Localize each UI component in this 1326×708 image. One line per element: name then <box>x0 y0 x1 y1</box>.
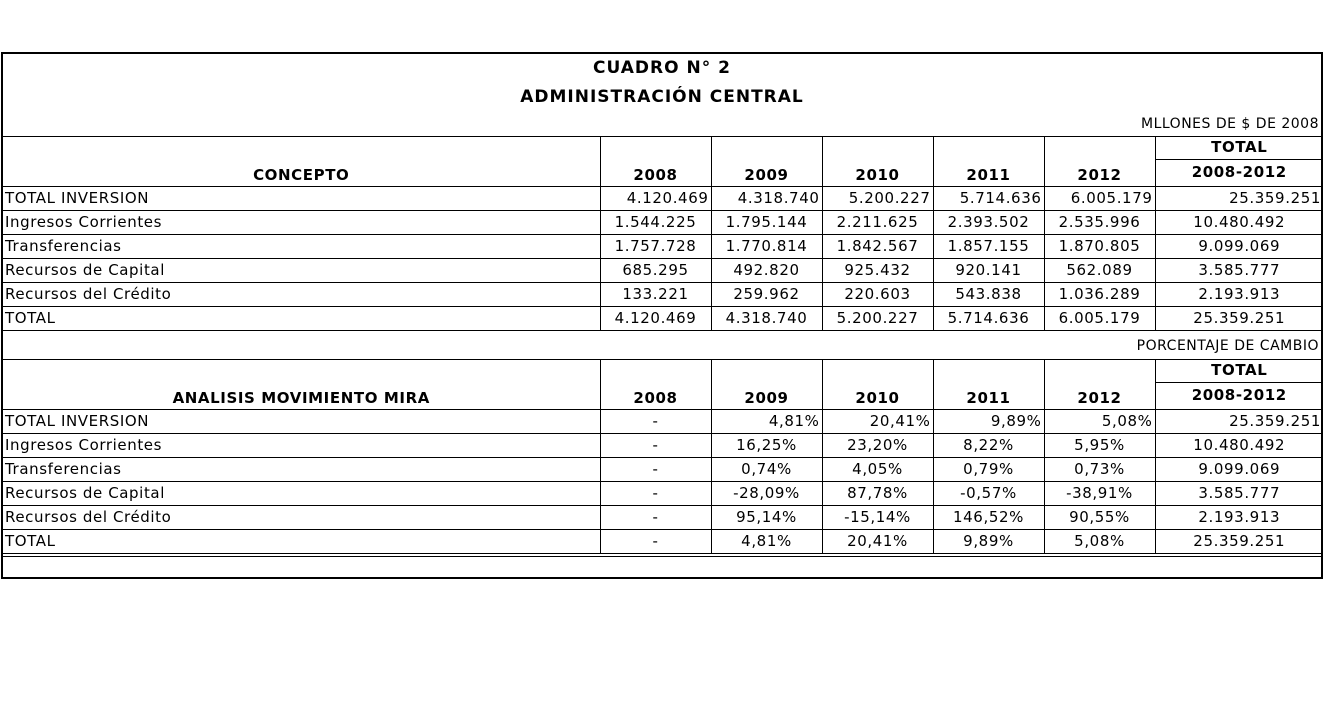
column-header-year: 2010 <box>822 137 933 187</box>
value-cell: 5.200.227 <box>822 307 933 331</box>
value-cell: 562.089 <box>1044 259 1155 283</box>
total-cell: 3.585.777 <box>1155 482 1323 506</box>
value-cell: 2.211.625 <box>822 211 933 235</box>
table-row <box>3 506 1323 530</box>
change-table <box>3 359 1323 554</box>
row-label: TOTAL <box>3 530 600 554</box>
value-cell: - <box>600 458 711 482</box>
value-cell: 920.141 <box>933 259 1044 283</box>
total-header-label: TOTAL <box>1156 137 1324 160</box>
total-cell: 25.359.251 <box>1155 410 1323 434</box>
table-row <box>3 410 1323 434</box>
table-row <box>3 235 1323 259</box>
total-header-label: TOTAL <box>1156 360 1324 383</box>
value-cell: 2.393.502 <box>933 211 1044 235</box>
value-cell: 1.757.728 <box>600 235 711 259</box>
value-cell: 685.295 <box>600 259 711 283</box>
header-row <box>3 360 1323 410</box>
column-header-year: 2012 <box>1044 360 1155 410</box>
value-cell: 9,89% <box>933 410 1044 434</box>
value-cell: 492.820 <box>711 259 822 283</box>
value-cell: - <box>600 434 711 458</box>
value-cell: 1.036.289 <box>1044 283 1155 307</box>
values-table <box>3 136 1323 331</box>
value-cell: 4.120.469 <box>600 307 711 331</box>
value-cell: -38,91% <box>1044 482 1155 506</box>
total-cell: 25.359.251 <box>1155 530 1323 554</box>
value-cell: - <box>600 506 711 530</box>
column-header-year: 2008 <box>600 360 711 410</box>
row-label: TOTAL INVERSION <box>3 187 600 211</box>
row-label: Recursos de Capital <box>3 259 600 283</box>
value-cell: 16,25% <box>711 434 822 458</box>
value-cell: 5,95% <box>1044 434 1155 458</box>
value-cell: 6.005.179 <box>1044 307 1155 331</box>
value-cell: 23,20% <box>822 434 933 458</box>
value-cell: 1.842.567 <box>822 235 933 259</box>
total-cell: 2.193.913 <box>1155 283 1323 307</box>
column-header-total <box>1155 360 1323 410</box>
column-header-year: 2009 <box>711 360 822 410</box>
value-cell: 2.535.996 <box>1044 211 1155 235</box>
table-row <box>3 458 1323 482</box>
table-row <box>3 187 1323 211</box>
column-header-year: 2009 <box>711 137 822 187</box>
total-header-range: 2008-2012 <box>1191 163 1287 181</box>
value-cell: 543.838 <box>933 283 1044 307</box>
value-cell: 4.318.740 <box>711 187 822 211</box>
row-label: TOTAL INVERSION <box>3 410 600 434</box>
value-cell: 4,81% <box>711 410 822 434</box>
value-cell: -15,14% <box>822 506 933 530</box>
total-cell: 9.099.069 <box>1155 235 1323 259</box>
value-cell: 5,08% <box>1044 410 1155 434</box>
value-cell: 20,41% <box>822 530 933 554</box>
column-header-year: 2011 <box>933 360 1044 410</box>
table-row <box>3 211 1323 235</box>
column-header-year: 2012 <box>1044 137 1155 187</box>
table-title: CUADRO N° 2 <box>593 58 731 78</box>
value-cell: 4,81% <box>711 530 822 554</box>
row-label: TOTAL <box>3 307 600 331</box>
value-cell: 5.714.636 <box>933 187 1044 211</box>
value-cell: 4.318.740 <box>711 307 822 331</box>
column-header-year: 2010 <box>822 360 933 410</box>
value-cell: 8,22% <box>933 434 1044 458</box>
value-cell: 0,74% <box>711 458 822 482</box>
value-cell: 0,79% <box>933 458 1044 482</box>
value-cell: - <box>600 530 711 554</box>
value-cell: 20,41% <box>822 410 933 434</box>
bottom-divider <box>3 556 1323 557</box>
document-frame <box>1 52 1323 579</box>
table-row <box>3 259 1323 283</box>
value-cell: 6.005.179 <box>1044 187 1155 211</box>
table-subtitle: ADMINISTRACIÓN CENTRAL <box>520 87 804 107</box>
value-cell: 925.432 <box>822 259 933 283</box>
row-label: Ingresos Corrientes <box>3 434 600 458</box>
value-cell: - <box>600 482 711 506</box>
column-header-year: 2008 <box>600 137 711 187</box>
table-row <box>3 283 1323 307</box>
total-header-range: 2008-2012 <box>1191 386 1287 404</box>
header-row <box>3 137 1323 187</box>
value-cell: 1.544.225 <box>600 211 711 235</box>
total-cell: 10.480.492 <box>1155 434 1323 458</box>
unit-note: MLLONES DE $ DE 2008 <box>1141 116 1319 132</box>
value-cell: 9,89% <box>933 530 1044 554</box>
total-cell: 10.480.492 <box>1155 211 1323 235</box>
value-cell: 95,14% <box>711 506 822 530</box>
value-cell: 90,55% <box>1044 506 1155 530</box>
table-row <box>3 482 1323 506</box>
section-note: PORCENTAJE DE CAMBIO <box>1136 338 1319 354</box>
total-cell: 9.099.069 <box>1155 458 1323 482</box>
total-cell: 3.585.777 <box>1155 259 1323 283</box>
value-cell: 133.221 <box>600 283 711 307</box>
value-cell: 0,73% <box>1044 458 1155 482</box>
value-cell: 1.795.144 <box>711 211 822 235</box>
row-label: Ingresos Corrientes <box>3 211 600 235</box>
row-label: Recursos de Capital <box>3 482 600 506</box>
table-row <box>3 530 1323 554</box>
value-cell: 1.857.155 <box>933 235 1044 259</box>
row-label: Recursos del Crédito <box>3 506 600 530</box>
value-cell: -0,57% <box>933 482 1044 506</box>
row-label: Recursos del Crédito <box>3 283 600 307</box>
total-cell: 25.359.251 <box>1155 187 1323 211</box>
column-header-year: 2011 <box>933 137 1044 187</box>
total-cell: 2.193.913 <box>1155 506 1323 530</box>
table-row <box>3 307 1323 331</box>
value-cell: 1.770.814 <box>711 235 822 259</box>
value-cell: 1.870.805 <box>1044 235 1155 259</box>
value-cell: 259.962 <box>711 283 822 307</box>
table-row <box>3 434 1323 458</box>
value-cell: 5.714.636 <box>933 307 1044 331</box>
value-cell: 5.200.227 <box>822 187 933 211</box>
value-cell: - <box>600 410 711 434</box>
row-label: Transferencias <box>3 235 600 259</box>
row-label: Transferencias <box>3 458 600 482</box>
value-cell: 4,05% <box>822 458 933 482</box>
column-header-total <box>1155 137 1323 187</box>
column-header-concept: ANALISIS MOVIMIENTO MIRA <box>3 360 600 410</box>
value-cell: 5,08% <box>1044 530 1155 554</box>
value-cell: 4.120.469 <box>600 187 711 211</box>
column-header-concept: CONCEPTO <box>3 137 600 187</box>
total-cell: 25.359.251 <box>1155 307 1323 331</box>
value-cell: 146,52% <box>933 506 1044 530</box>
value-cell: 87,78% <box>822 482 933 506</box>
value-cell: -28,09% <box>711 482 822 506</box>
value-cell: 220.603 <box>822 283 933 307</box>
